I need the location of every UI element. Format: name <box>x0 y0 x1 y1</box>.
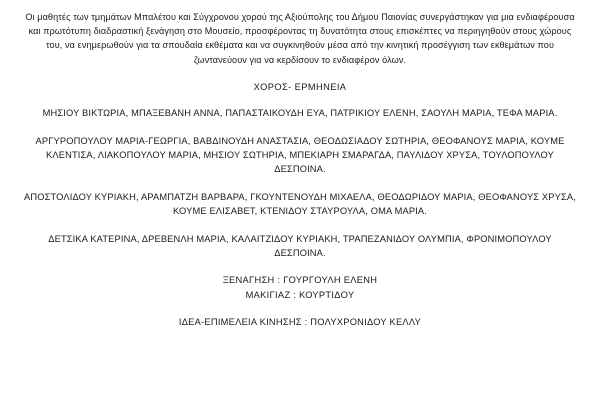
credit-makeup: ΜΑΚΙΓΙΑΖ : ΚΟΥΡΤΙΔΟΥ <box>245 289 355 300</box>
section-heading-dance-interpretation: ΧΟΡΟΣ- ΕΡΜΗΝΕΙΑ <box>253 81 347 92</box>
intro-paragraph: Οι μαθητές των τμημάτων Μπαλέτου και Σύγχρονου χορού της Αξιούπολης του Δήμου Παιονίας συνεργάστηκαν για μια ενδιαφέρουσα και πρωτότυπη διαδραστική ξενάγηση στο Μουσείο, προσφέροντας τη δυνατότητα στους επισκέπτες να περιηγηθούν στους χώρους του, να ενημερωθούν για τα σπουδαία εκθέματα και να συγκινηθούν μέσα από την κινητική προσέγγιση των εκθεμάτων που ζωντανεύουν για να κερδίσουν το ενδιαφέρον όλων. <box>25 12 575 65</box>
credit-concept-choreography: ΙΔΕΑ-ΕΠΙΜΕΛΕΙΑ ΚΙΝΗΣΗΣ : ΠΟΛΥΧΡΟΝΙΔΟΥ ΚΕΛΛΥ <box>178 317 422 328</box>
credits-list <box>24 273 576 302</box>
cast-block: ΔΕΤΣΙΚΑ ΚΑΤΕΡΙΝΑ, ΔΡΕΒΕΝΛΗ ΜΑΡΙΑ, ΚΑΛΑΙΤΖΙΔΟΥ ΚΥΡΙΑΚΗ, ΤΡΑΠΕΖΑΝΙΔΟΥ ΟΛΥΜΠΙΑ, ΦΡΟΝΙΜΟΠΟΥΛΟΥ ΔΕΣΠΟΙΝΑ. <box>48 233 552 259</box>
cast-block: ΑΠΟΣΤΟΛΙΔΟΥ ΚΥΡΙΑΚΗ, ΑΡΑΜΠΑΤΖΗ ΒΑΡΒΑΡΑ, ΓΚΟΥΝΤΕΝΟΥΔΗ ΜΙΧΑΕΛΑ, ΘΕΟΔΩΡΙΔΟΥ ΜΑΡΙΑ, ΘΕΟΦΑΝΟΥΣ ΧΡΥΣΑ, ΚΟΥΜΕ ΕΛΙΣΑΒΕΤ, ΚΤΕΝΙΔΟΥ ΣΤΑΥΡΟΥΛΑ, ΟΜΑ ΜΑΡΙΑ. <box>24 191 576 217</box>
credit-guided-tour: ΞΕΝΑΓΗΣΗ : ΓΟΥΡΓΟΥΛΗ ΕΛΕΝΗ <box>222 275 378 286</box>
cast-block: ΑΡΓΥΡΟΠΟΥΛΟΥ ΜΑΡΙΑ-ΓΕΩΡΓΙΑ, ΒΑΒΔΙΝΟΥΔΗ ΑΝΑΣΤΑΣΙΑ, ΘΕΟΔΩΣΙΑΔΟΥ ΣΩΤΗΡΙΑ, ΘΕΟΦΑΝΟΥΣ ΜΑΡΙΑ, ΚΟΥΜΕ ΚΛΕΝΤΙΣΑ, ΛΙΑΚΟΠΟΥΛΟΥ ΜΑΡΙΑ, ΜΗΣΙΟΥ ΣΩΤΗΡΙΑ, ΜΠΕΚΙΑΡΗ ΣΜΑΡΑΓΔΑ, ΠΑΥΛΙΔΟΥ ΧΡΥΣΑ, ΤΟΥΛΟΠΟΥΛΟΥ ΔΕΣΠΟΙΝΑ. <box>35 135 565 175</box>
cast-block: ΜΗΣΙΟΥ ΒΙΚΤΩΡΙΑ, ΜΠΑΞΕΒΑΝΗ ΑΝΝΑ, ΠΑΠΑΣΤΑΙΚΟΥΔΗ ΕΥΑ, ΠΑΤΡΙΚΙΟΥ ΕΛΕΝΗ, ΣΑΟΥΛΗ ΜΑΡΙΑ, ΤΕΦΑ ΜΑΡΙΑ. <box>42 108 558 119</box>
